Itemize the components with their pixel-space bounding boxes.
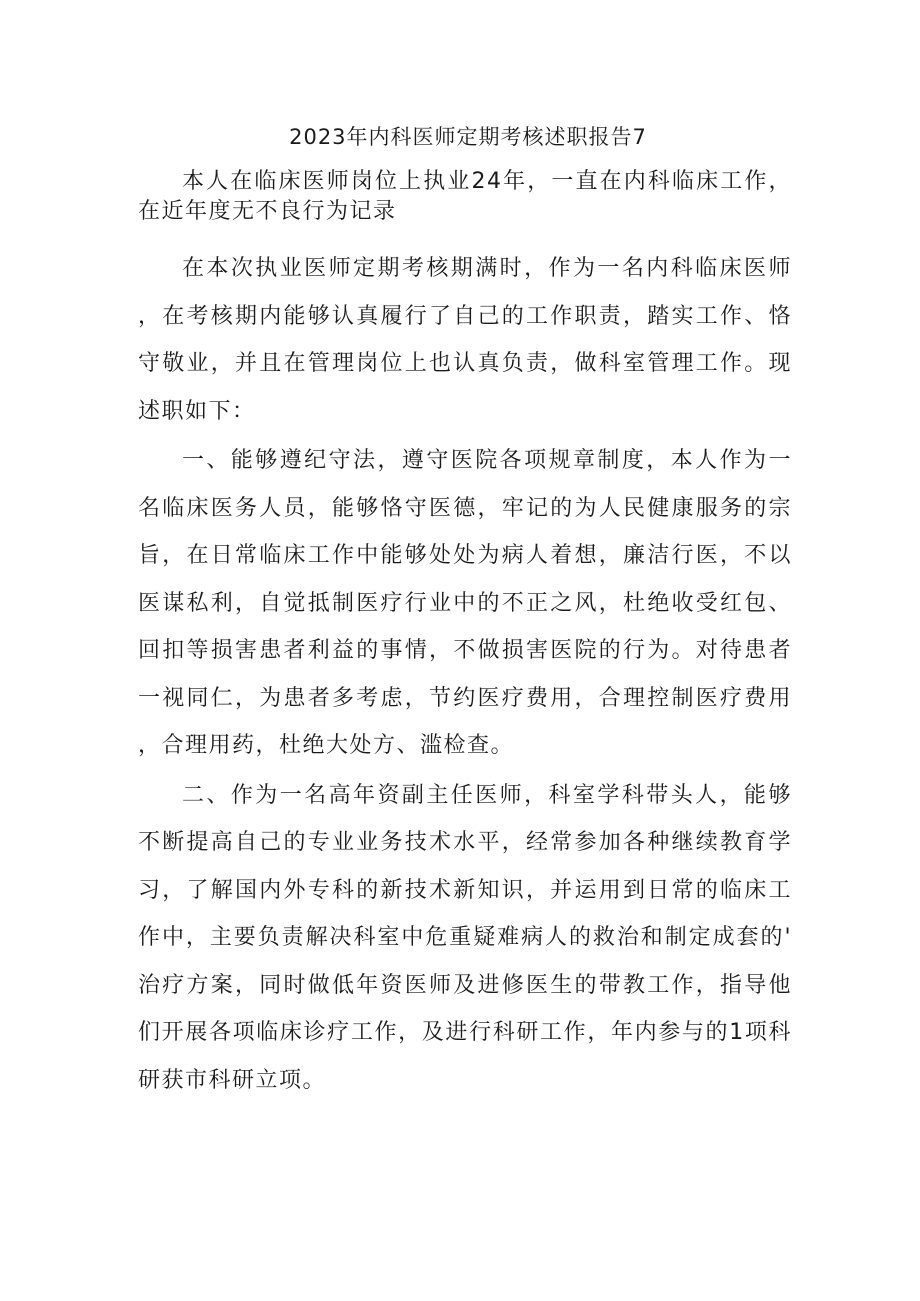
document-title: 2023年内科医师定期考核述职报告7 [289,125,647,149]
paragraph-section-one: 一、能够遵纪守法，遵守医院各项规章制度，本人作为一名临床医务人员，能够恪守医德，牢记的为人民健康服务的宗旨，在日常临床工作中能够处处为病人着想，廉洁行医，不以医谋私利，自觉抵制医疗行业中的不正之风，杜绝收受红包、回扣等损害患者利益的事情，不做损害医院的行为。对待患者一视同仁，为患者多考虑，节约医疗费用，合理控制医疗费用，合理用药，杜绝大处方、滥检查。 [138,448,792,758]
paragraph-overview: 在本次执业医师定期考核期满时，作为一名内科临床医师，在考核期内能够认真履行了自己的工作职责，踏实工作、恪守敬业，并且在管理岗位上也认真负责，做科室管理工作。现述职如下： [138,256,792,424]
paragraph-section-two: 二、作为一名高年资副主任医师，科室学科带头人，能够不断提高自己的专业业务技术水平，经常参加各种继续教育学习，了解国内外专科的新技术新知识，并运用到日常的临床工作中，主要负责解决科室中危重疑难病人的救治和制定成套的'治疗方案，同时做低年资医师及进修医生的带教工作，指导他们开展各项临床诊疗工作，及进行科研工作，年内参与的1项科研获市科研立项。 [138,782,792,1093]
paragraph-intro: 本人在临床医师岗位上执业24年，一直在内科临床工作，在近年度无不良行为记录 [138,169,792,224]
